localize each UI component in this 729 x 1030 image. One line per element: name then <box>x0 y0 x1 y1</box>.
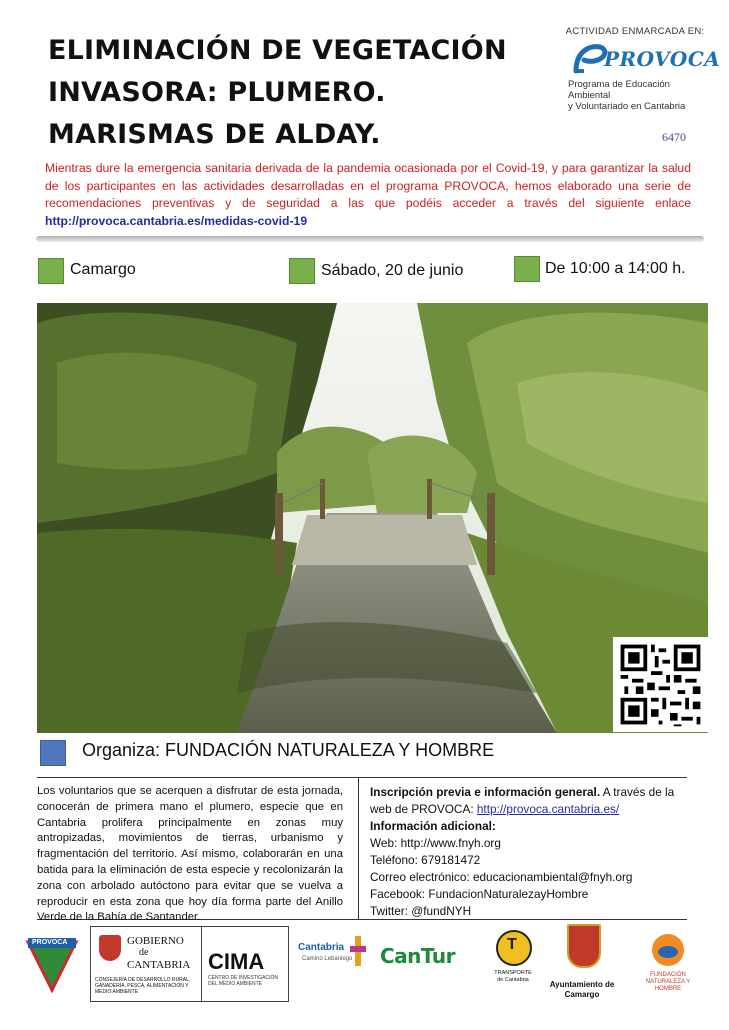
activity-code: 6470 <box>662 130 686 144</box>
date-square-icon <box>289 258 315 284</box>
phone-line: Teléfono: 679181472 <box>370 853 481 867</box>
fnyh-text: FUNDACIÓN NATURALEZA Y HOMBRE <box>645 972 691 992</box>
time-square-icon <box>514 256 540 282</box>
cantur-logo <box>380 944 472 978</box>
transporte-logo: T TRANSPORTE de Cantabria <box>492 930 534 990</box>
framework-label: ACTIVIDAD ENMARCADA EN: <box>565 26 705 37</box>
registration-link[interactable]: http://provoca.cantabria.es/ <box>476 802 620 816</box>
contact-info <box>370 784 690 920</box>
organizer-square-icon <box>40 740 66 766</box>
main-photo <box>37 303 708 733</box>
provoca-badge-text: PROVOCA <box>32 939 68 946</box>
covid-notice <box>45 160 691 230</box>
provoca-sub-line-1: Programa de Educación Ambiental <box>568 79 670 101</box>
fnyh-logo <box>634 932 702 992</box>
table-divider <box>358 777 359 919</box>
cima-logo <box>200 926 289 1002</box>
registration-text: A través de la web de PROVOCA: <box>370 785 675 816</box>
date-text: Sábado, 20 de junio <box>321 262 464 279</box>
registration-line <box>370 784 690 818</box>
cantabria-text: Cantabria <box>298 942 345 953</box>
additional-info-label: Información adicional: <box>370 819 496 833</box>
consejeria-text: CONSEJERÍA DE DESARROLLO RURAL, GANADERÍA, PESCA, ALIMENTACIÓN Y MEDIO AMBIENTE <box>95 977 191 995</box>
cantur-text: CanTur <box>380 944 455 968</box>
activity-description: Los voluntarios que se acerquen a disfrutar de esta jornada, conocerán de primera mano el plumero, especie que en Cantabria prolifera principalmente en zonas muy antropizadas, movimientos de tierras, urbanismo y fragmentación del territorio. Así mismo, colaborarán en una batida para la eliminación de esta especie y recolonizarán la zona con arbolado autóctono para evitar que se vuelva a reproducir en esta zona que hoy día forma parte del Anillo Verde de la Bahía de Santander. <box>37 785 343 924</box>
divider <box>36 236 704 242</box>
covid-link[interactable]: http://provoca.cantabria.es/medidas-covid-19 <box>45 213 308 228</box>
gobierno-text: GOBIERNO de CANTABRIA <box>127 935 191 971</box>
email-line[interactable]: Correo electrónico: educacionambiental@fnyh.org <box>370 870 633 884</box>
time-text: De 10:00 a 14:00 h. <box>545 260 686 277</box>
cantabria-camino-logo <box>298 936 372 980</box>
twitter-line[interactable]: Twitter: @fundNYH <box>370 904 472 918</box>
title-line-3: MARISMAS DE ALDAY. <box>48 119 381 150</box>
cross-icon <box>350 936 366 966</box>
provoca-block <box>560 26 721 112</box>
transporte-text: TRANSPORTE de Cantabria <box>494 970 532 983</box>
coat-of-arms-icon <box>99 935 121 961</box>
provoca-logo <box>570 41 721 75</box>
covid-text: Mientras dure la emergencia sanitaria derivada de la pandemia ocasionada por el Covid-19, y para garantizar la salud de los participantes en las actividades desarrolladas en el programa PROVOCA, hemos elaborado una serie de recomendaciones preventivas y de seguridad a las que podéis acceder a través del siguiente enlace <box>45 161 691 210</box>
title-line-1: ELIMINACIÓN DE VEGETACIÓN <box>48 35 507 66</box>
gobierno-cantabria-logo <box>90 926 202 1002</box>
cima-sub: CENTRO DE INVESTIGACIÓN DEL MEDIO AMBIENTE <box>208 975 279 987</box>
facebook-line[interactable]: Facebook: FundacionNaturalezayHombre <box>370 887 589 901</box>
page-title <box>48 30 528 156</box>
cima-text: CIMA <box>208 949 265 974</box>
provoca-sub-line-2: y Voluntariado en Cantabria <box>568 101 686 112</box>
table-top-border <box>37 777 687 778</box>
provoca-logo-text: PROVOCA <box>604 47 721 71</box>
provoca-badge-logo <box>24 934 80 994</box>
cantabria-sub: Camino Lebaniego <box>302 956 353 962</box>
title-line-2: INVASORA: PLUMERO. <box>48 77 386 108</box>
registration-label: Inscripción previa e información general. <box>370 785 601 799</box>
ayuntamiento-shield-icon <box>567 924 601 968</box>
ayuntamiento-logo <box>540 922 624 1008</box>
organizer-text: Organiza: FUNDACIÓN NATURALEZA Y HOMBRE <box>82 740 495 760</box>
qr-code[interactable] <box>613 637 708 732</box>
web-line[interactable]: Web: http://www.fnyh.org <box>370 836 501 850</box>
ayuntamiento-text: Ayuntamiento de Camargo <box>549 980 615 999</box>
qr-code-icon <box>613 637 708 732</box>
location-square-icon <box>38 258 64 284</box>
location-text: Camargo <box>70 261 136 278</box>
bridge-landscape-image <box>37 303 708 733</box>
provoca-subtitle <box>560 79 710 112</box>
